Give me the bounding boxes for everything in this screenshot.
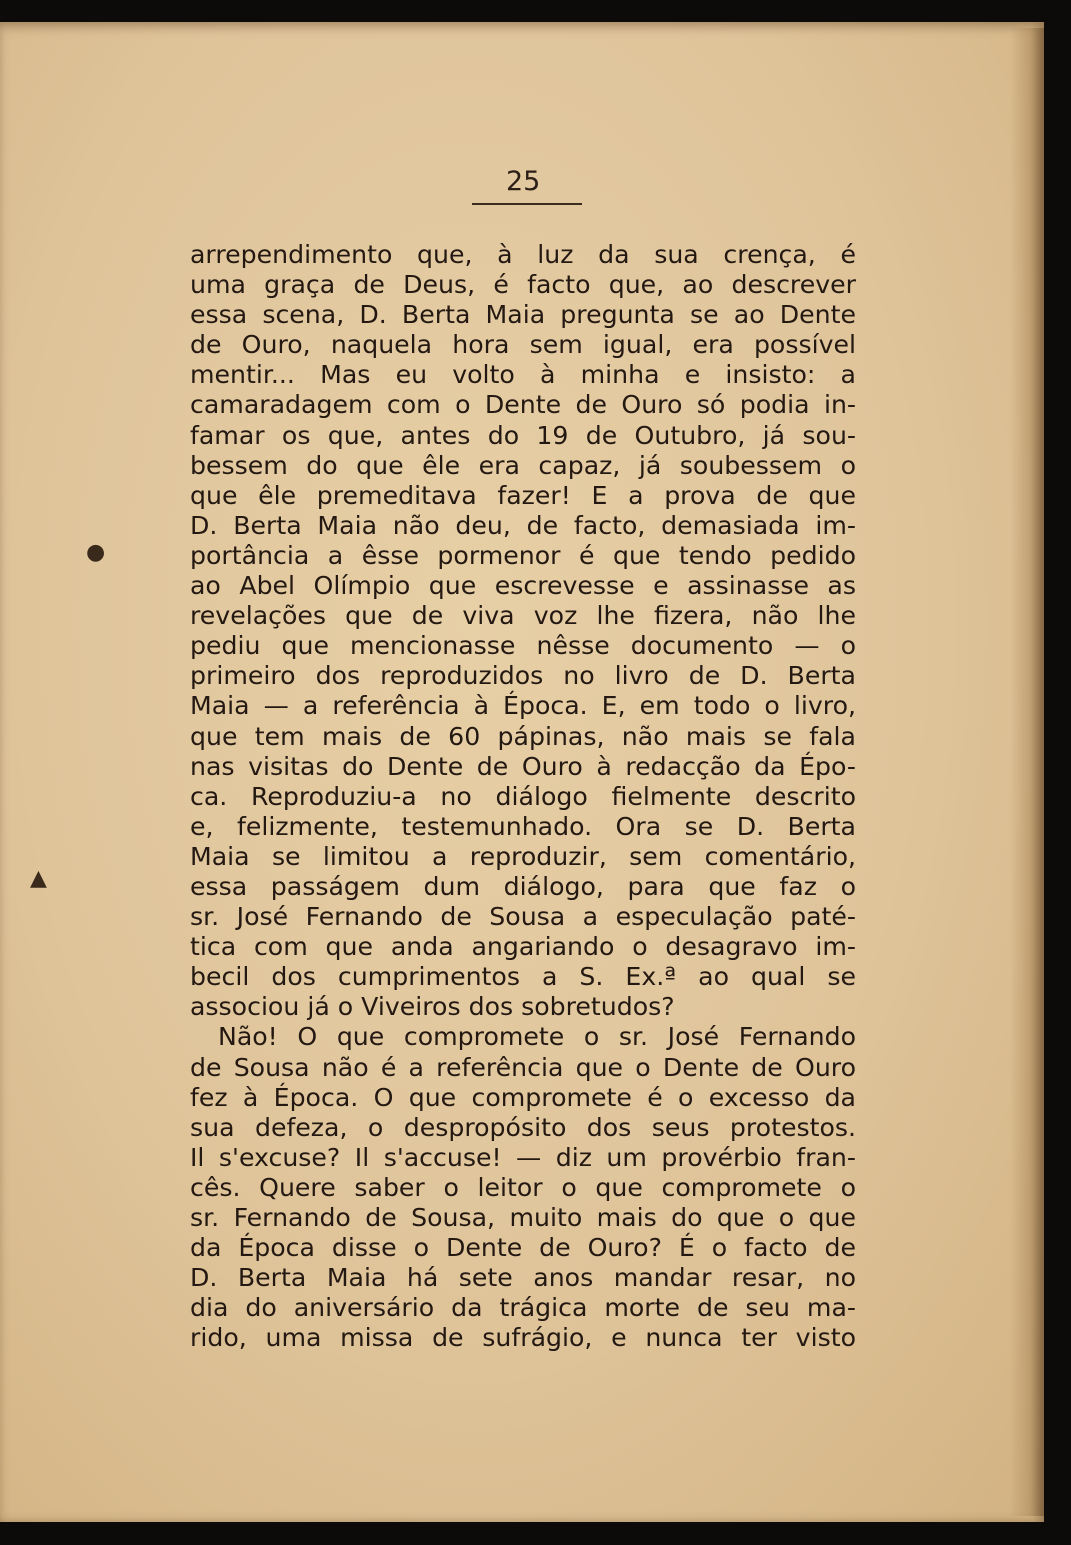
page-gutter-shadow xyxy=(1010,28,1044,1516)
text-line: que tem mais de 60 pápinas, não mais se fala xyxy=(190,721,856,751)
text-line: nas visitas do Dente de Ouro à redacção da Épo- xyxy=(190,751,856,781)
text-line: Il s'excuse? Il s'accuse! — diz um provérbio fran- xyxy=(190,1142,856,1172)
text-line: sr. José Fernando de Sousa a especulação paté- xyxy=(190,902,856,932)
text-line: revelações que de viva voz lhe fizera, não lhe xyxy=(190,601,856,631)
text-line: de Sousa não é a referência que o Dente de Ouro xyxy=(190,1052,856,1082)
text-line: associou já o Viveiros dos sobretudos? xyxy=(190,992,675,1022)
text-line: essa scena, D. Berta Maia pregunta se ao Dente xyxy=(190,300,856,330)
text-line: da Época disse o Dente de Ouro? É o facto de xyxy=(190,1233,856,1263)
text-line: D. Berta Maia não deu, de facto, demasiada im- xyxy=(190,510,856,540)
margin-mark: ▲ xyxy=(30,866,47,891)
text-line: camaradagem com o Dente de Ouro só podia in- xyxy=(190,390,856,420)
text-line: ao Abel Olímpio que escrevesse e assinasse as xyxy=(190,571,856,601)
text-line: sr. Fernando de Sousa, muito mais do que o que xyxy=(190,1203,856,1232)
text-line: essa passágem dum diálogo, para que faz o xyxy=(190,871,856,901)
text-line: dia do aniversário da trágica morte de seu ma- xyxy=(190,1293,856,1323)
text-line: pediu que mencionasse nêsse documento — o xyxy=(190,631,856,661)
text-line: tica com que anda angariando o desagravo im- xyxy=(190,932,856,962)
text-line: Não! O que compromete o sr. José Fernando xyxy=(218,1022,856,1052)
text-line: ca. Reproduziu-a no diálogo fielmente descrito xyxy=(190,781,856,811)
text-line: Maia — a referência à Época. E, em todo o livro, xyxy=(190,691,856,721)
text-line: primeiro dos reproduzidos no livro de D. Berta xyxy=(190,661,856,691)
text-line: e, felizmente, testemunhado. Ora se D. Berta xyxy=(190,811,856,841)
text-line: becil dos cumprimentos a S. Ex.ª ao qual se xyxy=(190,962,856,992)
text-line: de Ouro, naquela hora sem igual, era possível xyxy=(190,330,856,360)
text-line: fez à Época. O que compromete é o excesso da xyxy=(190,1082,856,1112)
text-line: uma graça de Deus, é facto que, ao descrever xyxy=(190,270,856,300)
text-line: sua defeza, o despropósito dos seus protestos. xyxy=(190,1112,856,1142)
text-line: que êle premeditava fazer! E a prova de que xyxy=(190,480,856,510)
text-line: rido, uma missa de sufrágio, e nunca ter visto xyxy=(190,1323,856,1353)
text-line: Maia se limitou a reproduzir, sem comentário, xyxy=(190,841,856,871)
text-line: cês. Quere saber o leitor o que compromete o xyxy=(190,1172,856,1202)
page-number-rule xyxy=(472,203,582,205)
text-line: mentir... Mas eu volto à minha e insisto: a xyxy=(190,360,856,390)
text-line: famar os que, antes do 19 de Outubro, já sou- xyxy=(190,420,856,450)
text-line: arrependimento que, à luz da sua crença, é xyxy=(190,240,856,269)
text-line: D. Berta Maia há sete anos mandar resar, no xyxy=(190,1263,856,1293)
text-line: bessem do que êle era capaz, já soubessem o xyxy=(190,450,856,480)
body-text xyxy=(190,240,856,1353)
margin-mark: ● xyxy=(86,540,106,565)
text-line: portância a êsse pormenor é que tendo pedido xyxy=(190,540,856,570)
page-number: 25 xyxy=(506,166,541,197)
